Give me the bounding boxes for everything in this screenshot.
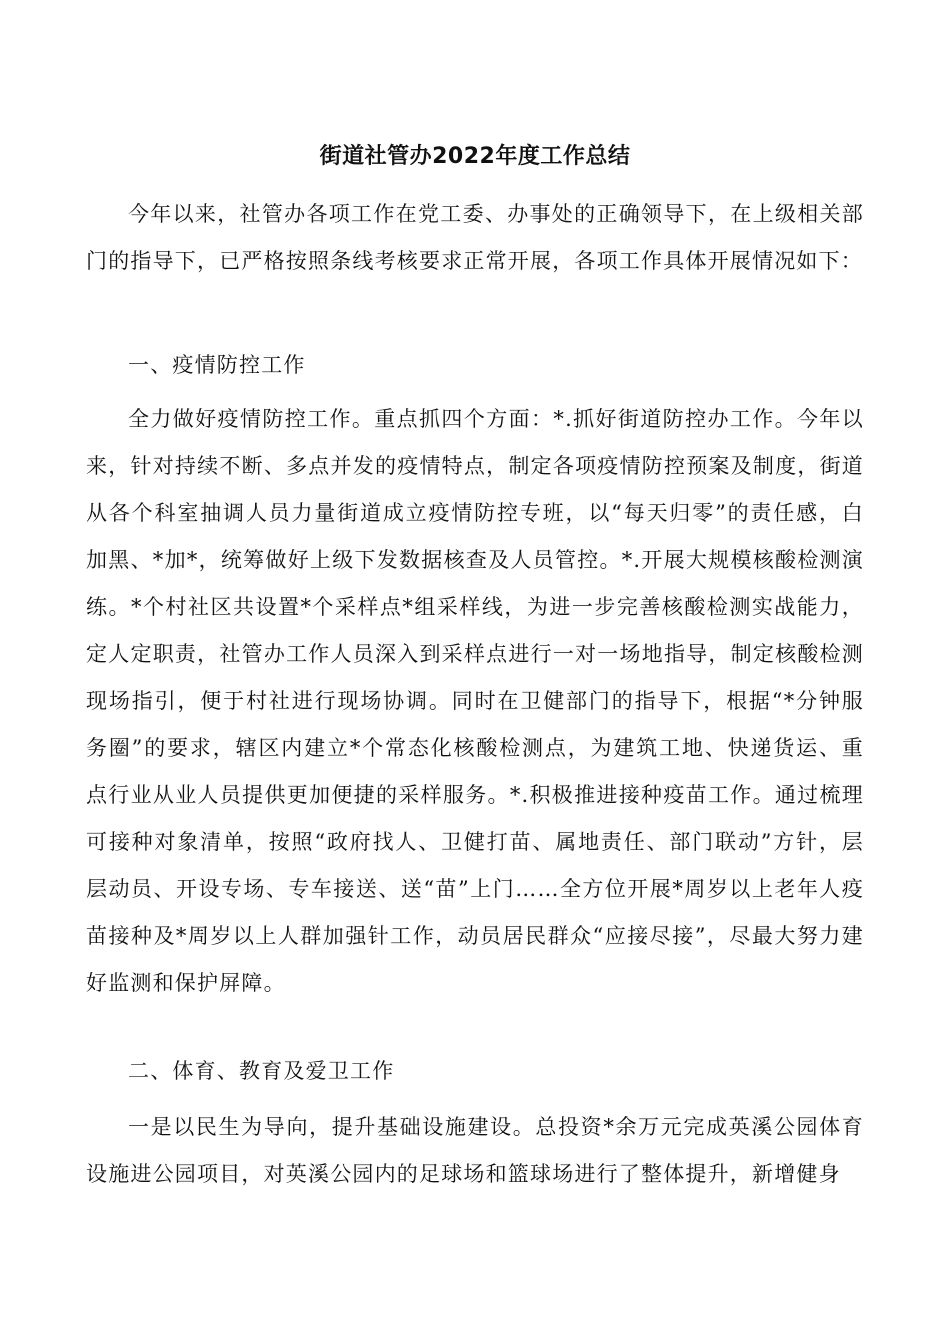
document-title: 街道社管办2022年度工作总结 — [319, 144, 631, 169]
section-heading-sports-education: 二、体育、教育及爱卫工作 — [128, 1059, 395, 1083]
section-body-epidemic-control: 全力做好疫情防控工作。重点抓四个方面：*.抓好街道防控办工作。今年以来，针对持续不断、多点并发的疫情特点，制定各项疫情防控预案及制度，街道从各个科室抽调人员力量街道成立疫情防控专班，以“每天归零”的责任感，白加黑、*加*，统筹做好上级下发数据核查及人员管控。*.开展大规模核酸检测演练。*个村社区共设置*个采样点*组采样线，为进一步完善核酸检测实战能力，定人定职责，社管办工作人员深入到采样点进行一对一场地指导，制定核酸检测现场指引，便于村社进行现场协调。同时在卫健部门的指导下，根据“*分钟服务圈”的要求，辖区内建立*个常态化核酸检测点，为建筑工地、快递货运、重点行业从业人员提供更加便捷的采样服务。*.积极推进接种疫苗工作。通过梳理可接种对象清单，按照“政府找人、卫健打苗、属地责任、部门联动”方针，层层动员、开设专场、专车接送、送“苗”上门……全方位开展*周岁以上老年人疫苗接种及*周岁以上人群加强针工作，动员居民群众“应接尽接”，尽最大努力建好监测和保护屏障。 — [86, 407, 864, 995]
intro-paragraph: 今年以来，社管办各项工作在党工委、办事处的正确领导下，在上级相关部门的指导下，已严格按照条线考核要求正常开展，各项工作具体开展情况如下： — [86, 202, 864, 273]
section-body-sports-education: 一是以民生为导向，提升基础设施建设。总投资*余万元完成英溪公园体育设施进公园项目，对英溪公园内的足球场和篮球场进行了整体提升，新增健身 — [86, 1115, 864, 1186]
section-heading-epidemic-control: 一、疫情防控工作 — [128, 353, 306, 377]
